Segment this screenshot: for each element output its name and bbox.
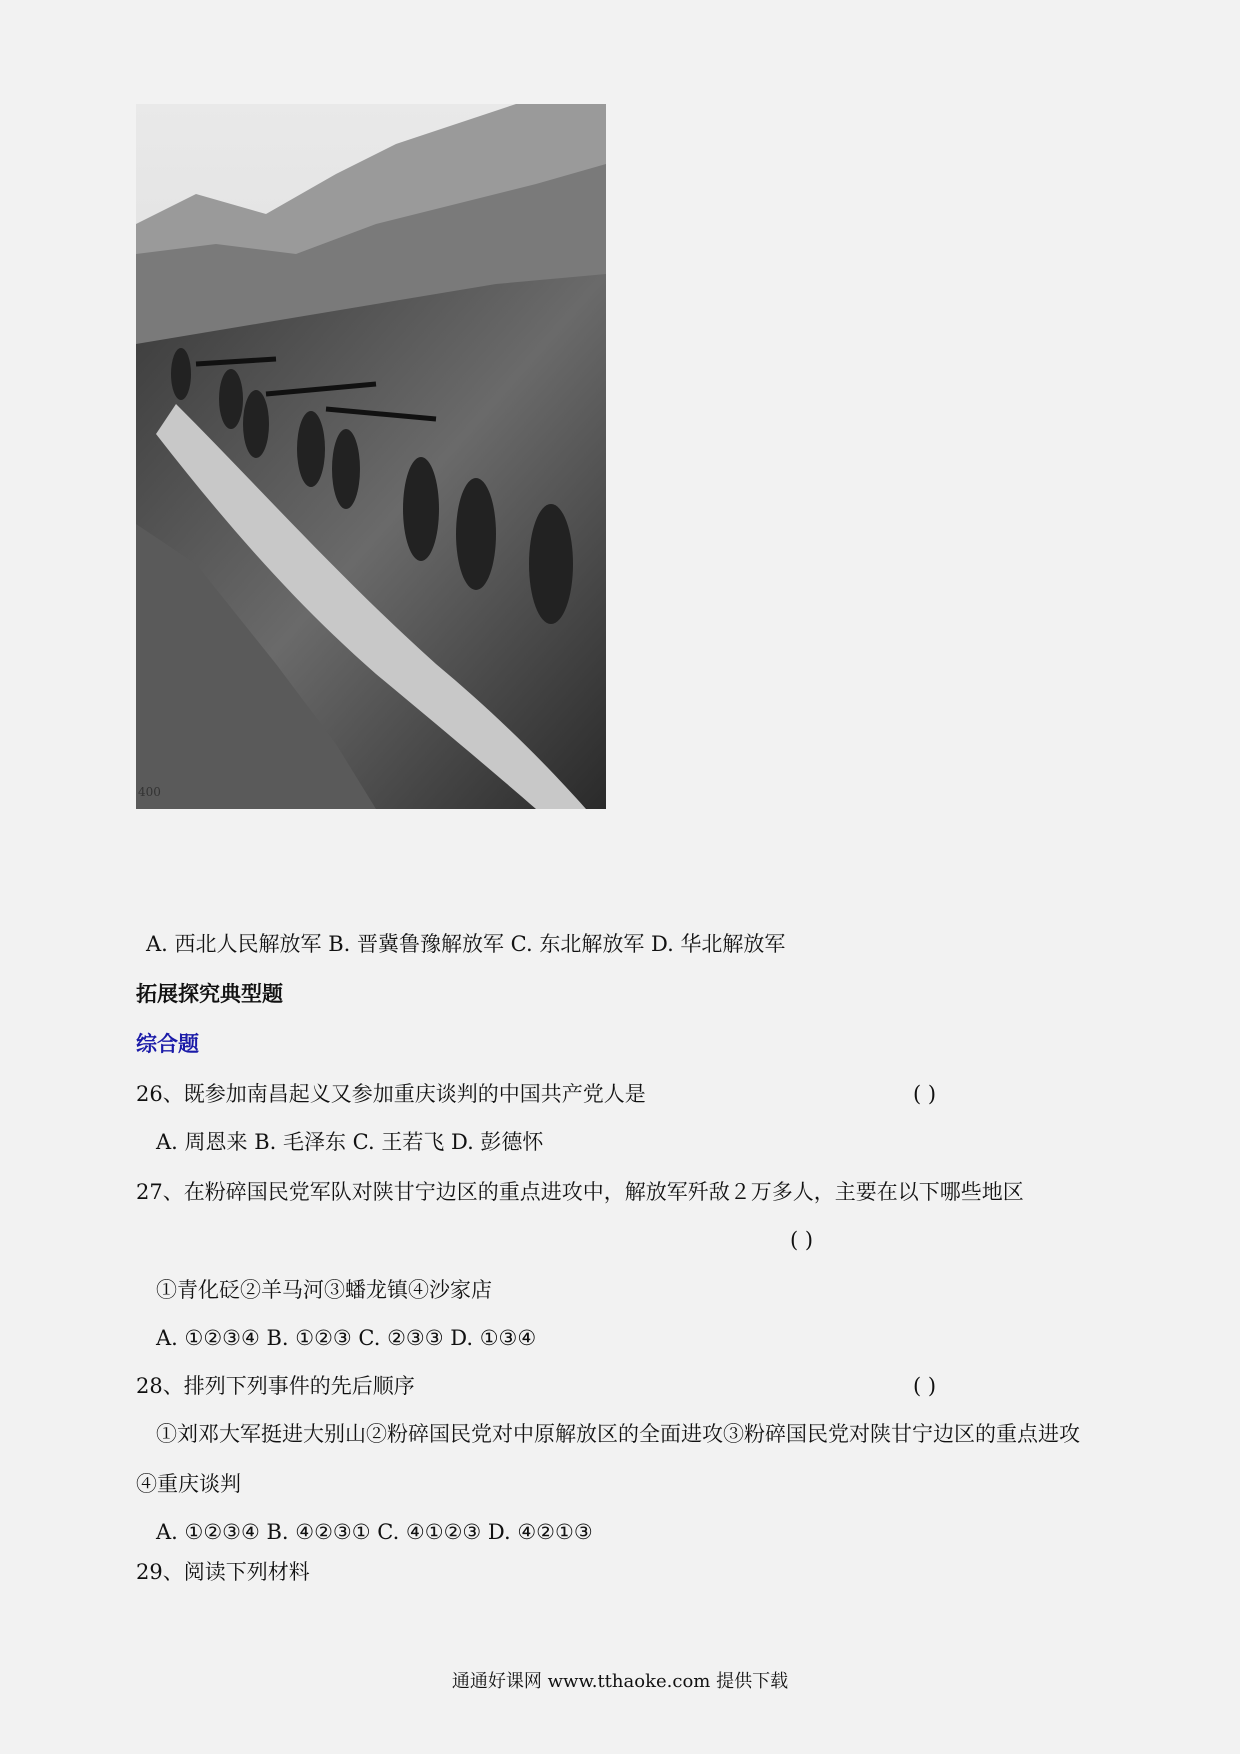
historical-photo [136,104,606,809]
q27-options: A. ①②③④ B. ①②③ C. ②③③ D. ①③④ [156,1326,537,1350]
page-footer: 通通好课网 www.tthaoke.com 提供下载 [451,1671,789,1692]
q27-items: ①青化砭②羊马河③蟠龙镇④沙家店 [156,1278,492,1302]
photo-page-number: 400 [138,785,161,799]
q28-options: A. ①②③④ B. ④②③① C. ④①②③ D. ④②①③ [156,1520,593,1544]
section-title: 拓展探究典型题 [136,981,283,1006]
q28-answer-paren: ( ) [913,1374,937,1398]
q26-stem: 26、既参加南昌起义又参加重庆谈判的中国共产党人是 [136,1082,646,1106]
q28-items-line2: ④重庆谈判 [136,1472,241,1496]
q27-answer-paren: ( ) [790,1228,814,1252]
q29-stem: 29、阅读下列材料 [136,1560,310,1584]
subsection-title: 综合题 [136,1031,199,1056]
q28-stem: 28、排列下列事件的先后顺序 [136,1374,415,1398]
q25-options: A. 西北人民解放军 B. 晋冀鲁豫解放军 C. 东北解放军 D. 华北解放军 [146,932,786,956]
q28-items-line1: ①刘邓大军挺进大别山②粉碎国民党对中原解放区的全面进攻③粉碎国民党对陕甘宁边区的重点进攻 [156,1422,1080,1446]
q26-answer-paren: ( ) [913,1082,937,1106]
q27-stem: 27、在粉碎国民党军队对陕甘宁边区的重点进攻中，解放军歼敌２万多人，主要在以下哪些地区 [136,1180,1024,1204]
q26-options: A. 周恩来 B. 毛泽东 C. 王若飞 D. 彭德怀 [156,1130,544,1154]
